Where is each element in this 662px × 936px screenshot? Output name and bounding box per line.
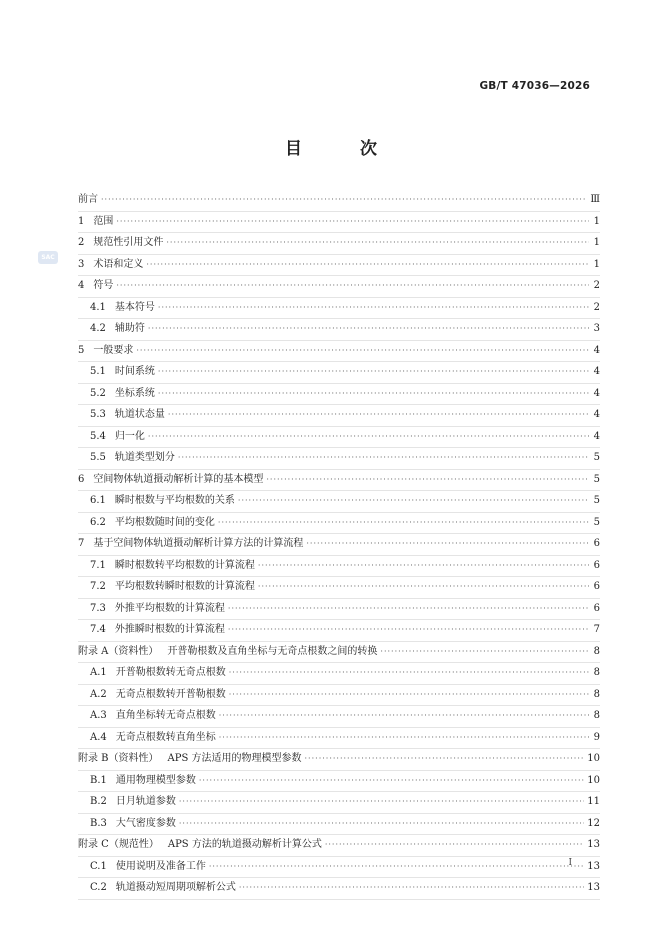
toc-entry-page: 7 (593, 624, 600, 635)
toc-entry[interactable] (78, 319, 600, 341)
toc-entry-label: 术语和定义 (93, 258, 144, 270)
toc-entry-label: 空间物体轨道摄动解析计算的基本模型 (93, 473, 264, 485)
toc-entry-page: 8 (593, 645, 600, 657)
toc-leader-dots (305, 749, 585, 770)
toc-entry[interactable] (78, 384, 600, 406)
toc-entry[interactable] (78, 276, 600, 298)
toc-entry-label: 符号 (93, 280, 114, 291)
toc-entry-label: 一般要求 (93, 344, 134, 356)
toc-entry[interactable] (78, 771, 600, 793)
toc-entry-number: 7.4 (90, 624, 106, 635)
toc-entry-number: 1 (78, 215, 85, 227)
toc-entry-page: 5 (593, 495, 600, 506)
toc-entry-number: 6 (78, 473, 85, 485)
toc-entry-label: APS 方法的轨道摄动解析计算公式 (167, 839, 322, 850)
toc-entry-label: 无奇点根数转开普勒根数 (115, 688, 226, 700)
toc-entry[interactable] (78, 362, 600, 384)
toc-entry-page: 6 (593, 538, 600, 549)
toc-entry-number: B.1 (90, 774, 107, 786)
toc-leader-dots (116, 276, 589, 297)
toc-entry-page: 4 (593, 409, 600, 420)
toc-entry-number: A.3 (90, 710, 107, 721)
toc-entry-number: B.3 (90, 817, 107, 829)
toc-entry-page: 11 (587, 796, 600, 807)
toc-leader-dots (146, 255, 589, 276)
toc-entry-page: 4 (593, 387, 600, 399)
toc-entry-number: 5.4 (90, 430, 106, 442)
toc-entry-page: 2 (593, 301, 600, 313)
toc-entry-label: 规范性引用文件 (93, 237, 164, 248)
toc-entry-page: 5 (593, 452, 600, 463)
toc-entry-number: 4.2 (90, 323, 106, 334)
toc-entry-page: 8 (593, 710, 600, 721)
toc-leader-dots (178, 448, 589, 469)
toc-entry[interactable] (78, 534, 600, 556)
toc-entry[interactable] (78, 298, 600, 320)
toc-entry[interactable] (78, 341, 600, 363)
toc-entry-page: 8 (593, 667, 600, 678)
toc-entry[interactable] (78, 814, 600, 836)
toc-leader-dots (148, 319, 589, 340)
toc-entry[interactable] (78, 728, 600, 750)
toc-entry-number: A.1 (90, 667, 107, 678)
toc-entry-label: 使用说明及准备工作 (115, 860, 206, 872)
toc-entry-label: 轨道状态量 (114, 409, 165, 420)
toc-entry[interactable] (78, 642, 600, 664)
toc-leader-dots (218, 513, 589, 534)
toc-entry-label: 平均根数转瞬时根数的计算流程 (114, 581, 255, 592)
toc-entry[interactable] (78, 491, 600, 513)
toc-leader-dots (209, 857, 584, 878)
toc-entry-page: 13 (587, 860, 600, 872)
toc-leader-dots (325, 835, 584, 856)
toc-entry[interactable] (78, 685, 600, 707)
toc-entry[interactable] (78, 706, 600, 728)
toc-entry[interactable] (78, 470, 600, 492)
toc-entry-label: 通用物理模型参数 (115, 774, 196, 786)
toc-entry-page: 13 (587, 882, 600, 893)
toc-entry-label: 瞬时根数与平均根数的关系 (114, 495, 235, 506)
toc-entry-number: A.4 (90, 731, 107, 743)
toc-entry-number: 6.2 (90, 516, 106, 528)
toc-entry-page: 5 (593, 473, 600, 485)
toc-entry-label: 前言 (78, 194, 98, 205)
toc-entry-label: 无奇点根数转直角坐标 (115, 731, 216, 743)
toc-entry-number: 2 (78, 237, 85, 248)
toc-entry[interactable] (78, 448, 600, 470)
toc-leader-dots (258, 556, 589, 577)
toc-entry-label: 外推瞬时根数的计算流程 (114, 624, 225, 635)
toc-entry[interactable] (78, 405, 600, 427)
toc-leader-dots (136, 341, 589, 362)
toc-entry[interactable] (78, 749, 600, 771)
toc-entry-number: 7.2 (90, 581, 106, 592)
toc-entry-page: 4 (593, 344, 600, 356)
toc-leader-dots (168, 405, 589, 426)
toc-entry[interactable] (78, 620, 600, 642)
toc-leader-dots (380, 642, 589, 663)
toc-entry[interactable] (78, 857, 600, 879)
toc-entry-label: 外推平均根数的计算流程 (114, 602, 225, 614)
toc-entry[interactable] (78, 212, 600, 234)
toc-entry-number: 5.5 (90, 452, 106, 463)
toc-entry-label: APS 方法适用的物理模型参数 (167, 753, 302, 764)
toc-entry[interactable] (78, 427, 600, 449)
toc-entry-page: 1 (593, 258, 600, 270)
toc-entry-label: 辅助符 (114, 323, 145, 334)
toc-entry-page: 3 (593, 323, 600, 334)
page-title: 目 次 (285, 139, 403, 159)
toc-leader-dots (179, 792, 584, 813)
toc-entry-label: 开普勒根数转无奇点根数 (115, 667, 226, 678)
toc-entry-label: 日月轨道参数 (115, 796, 176, 807)
toc-entry[interactable] (78, 255, 600, 277)
toc-leader-dots (229, 663, 589, 684)
toc-entry-page: 1 (593, 237, 600, 248)
table-of-contents (78, 190, 600, 900)
toc-entry-number: 7.1 (90, 559, 106, 571)
toc-entry-number: 7.3 (90, 602, 106, 614)
toc-entry[interactable] (78, 233, 600, 255)
toc-leader-dots (228, 620, 589, 641)
toc-leader-dots (158, 298, 589, 319)
toc-entry-number: 附录 A（资料性） (78, 645, 159, 657)
toc-entry[interactable] (78, 577, 600, 599)
toc-entry-page: 9 (593, 731, 600, 743)
toc-entry-number: 附录 C（规范性） (78, 839, 159, 850)
toc-leader-dots (306, 534, 589, 555)
toc-entry-number: 7 (78, 538, 85, 549)
toc-entry-page: 4 (593, 430, 600, 442)
toc-leader-dots (238, 491, 589, 512)
toc-entry-label: 时间系统 (114, 366, 155, 377)
toc-entry-page: 2 (593, 280, 600, 291)
toc-entry-number: B.2 (90, 796, 107, 807)
toc-leader-dots (148, 427, 589, 448)
toc-entry-page: 1 (593, 215, 600, 227)
toc-leader-dots (199, 771, 584, 792)
toc-entry-page: 6 (593, 602, 600, 614)
toc-leader-dots (179, 814, 584, 835)
toc-entry-label: 大气密度参数 (115, 817, 176, 829)
document-code: GB/T 47036—2026 (479, 80, 590, 92)
toc-entry-label: 轨道摄动短周期项解析公式 (115, 882, 236, 893)
toc-entry[interactable] (78, 599, 600, 621)
toc-entry-page: 4 (593, 366, 600, 377)
toc-entry-page: Ⅲ (590, 194, 600, 205)
toc-entry-label: 范围 (93, 215, 114, 227)
toc-entry-page: 6 (593, 581, 600, 592)
toc-entry-page: 12 (587, 817, 600, 829)
toc-entry-label: 开普勒根数及直角坐标与无奇点根数之间的转换 (167, 645, 378, 657)
toc-leader-dots (101, 190, 587, 211)
toc-leader-dots (219, 706, 589, 727)
toc-entry-page: 13 (587, 839, 600, 850)
toc-entry-number: 5 (78, 344, 85, 356)
toc-entry-label: 基本符号 (114, 301, 155, 313)
toc-entry-number: 5.1 (90, 366, 106, 377)
toc-leader-dots (229, 685, 589, 706)
toc-entry[interactable] (78, 513, 600, 535)
toc-entry-number: 4 (78, 280, 85, 291)
toc-leader-dots (219, 728, 589, 749)
toc-entry-page: 10 (587, 774, 600, 786)
toc-leader-dots (158, 384, 589, 405)
toc-entry-label: 基于空间物体轨道摄动解析计算方法的计算流程 (93, 538, 304, 549)
toc-entry[interactable] (78, 663, 600, 685)
toc-entry-number: 5.2 (90, 387, 106, 399)
toc-entry-number: C.2 (90, 882, 107, 893)
page-number: Ⅰ (568, 858, 572, 868)
toc-entry-number: 4.1 (90, 301, 106, 313)
toc-entry-number: 附录 B（资料性） (78, 753, 159, 764)
toc-entry-label: 平均根数随时间的变化 (114, 516, 215, 528)
toc-entry-page: 8 (593, 688, 600, 700)
sac-logo-watermark: SAC (38, 251, 58, 264)
toc-entry-label: 坐标系统 (114, 387, 155, 399)
toc-entry-number: C.1 (90, 860, 107, 872)
toc-leader-dots (228, 599, 589, 620)
toc-entry-label: 归一化 (114, 430, 145, 442)
toc-entry[interactable] (78, 878, 600, 900)
toc-entry[interactable] (78, 835, 600, 857)
toc-entry-label: 瞬时根数转平均根数的计算流程 (114, 559, 255, 571)
toc-leader-dots (116, 212, 589, 233)
toc-entry-label: 直角坐标转无奇点根数 (115, 710, 216, 721)
toc-entry-page: 6 (593, 559, 600, 571)
toc-leader-dots (166, 233, 589, 254)
toc-leader-dots (239, 878, 584, 899)
toc-entry-number: A.2 (90, 688, 107, 700)
toc-entry-page: 5 (593, 516, 600, 528)
toc-leader-dots (258, 577, 589, 598)
toc-entry-number: 6.1 (90, 495, 106, 506)
toc-leader-dots (266, 470, 589, 491)
toc-entry[interactable] (78, 556, 600, 578)
toc-entry[interactable] (78, 190, 600, 212)
toc-entry-page: 10 (587, 753, 600, 764)
toc-leader-dots (158, 362, 589, 383)
toc-entry-label: 轨道类型划分 (114, 452, 175, 463)
toc-entry-number: 3 (78, 258, 85, 270)
toc-entry-number: 5.3 (90, 409, 106, 420)
toc-entry[interactable] (78, 792, 600, 814)
